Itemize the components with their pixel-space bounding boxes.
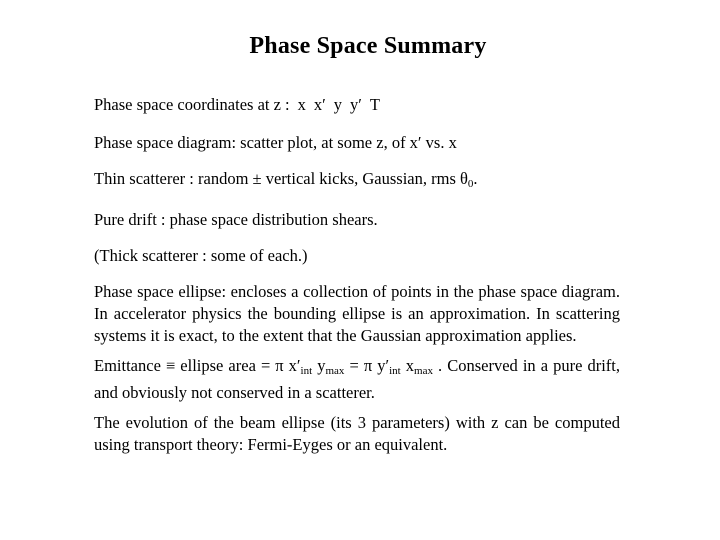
coord-yprime: y′: [350, 95, 362, 114]
thin-scatterer-text: Thin scatterer : random ± vertical kicks, Gaussian, rms θ: [94, 169, 468, 188]
emittance-sub-int-2: int: [389, 365, 401, 377]
page-title: Phase Space Summary: [249, 33, 487, 59]
thin-scatterer-line: [94, 168, 620, 195]
thick-scatterer-line: (Thick scatterer : some of each.): [94, 246, 308, 265]
emittance-sub-max-2: max: [414, 365, 433, 377]
emittance-text-e: . Conserved in a pure drift, and obviously not conserved in a scatterer.: [94, 356, 621, 402]
coordinates-line: [94, 94, 620, 116]
evolution-paragraph: The evolution of the beam ellipse (its 3 parameters) with z can be computed using transport theory: Fermi-Eyges or an equivalent.: [94, 413, 620, 454]
emittance-text-b: y: [312, 356, 326, 375]
emittance-text-a: Emittance ≡ ellipse area = π x′: [94, 356, 301, 375]
emittance-text-c: = π y′: [344, 356, 390, 375]
coord-x: x: [297, 95, 306, 114]
emittance-sub-max-1: max: [325, 365, 345, 377]
ellipse-paragraph: Phase space ellipse: encloses a collection of points in the phase space diagram. In accelerator physics the bounding ellipse is an approximation. In scattering systems it is exact, to the extent that the Gaussian approximation applies.: [94, 282, 620, 345]
thin-scatterer-end: .: [473, 169, 478, 188]
emittance-text-d: x: [400, 356, 415, 375]
diagram-line: Phase space diagram: scatter plot, at some z, of x′ vs. x: [94, 133, 457, 152]
emittance-paragraph: [94, 355, 620, 404]
coord-xprime: x′: [313, 95, 326, 114]
pure-drift-line: Pure drift : phase space distribution shears.: [94, 210, 378, 229]
emittance-sub-int-1: int: [300, 365, 313, 377]
coordinates-prefix: Phase space coordinates at z :: [94, 95, 290, 114]
slide-body: [94, 94, 620, 456]
coord-t: T: [369, 95, 380, 114]
theta-subscript: 0: [467, 178, 474, 190]
coord-y: y: [333, 95, 342, 114]
